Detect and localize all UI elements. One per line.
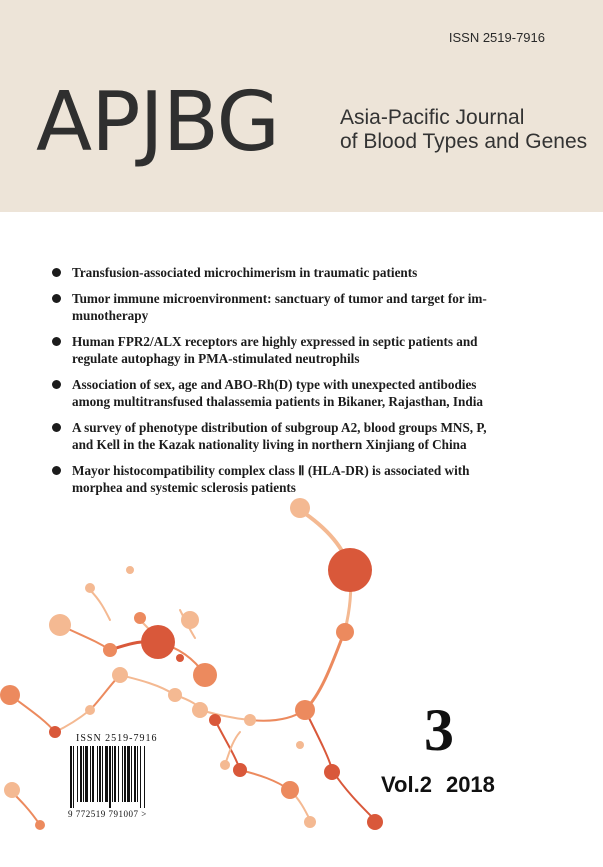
volume-label: Vol.2	[381, 772, 432, 797]
table-of-contents	[48, 264, 558, 505]
toc-item-line: morphea and systemic sclerosis patients	[72, 480, 296, 495]
journal-logo: APJBG	[36, 75, 280, 170]
toc-item-line: regulate autophagy in PMA-stimulated neutrophils	[72, 351, 360, 366]
toc-item	[48, 290, 558, 324]
journal-name-line-1: Asia-Pacific Journal	[340, 106, 525, 129]
volume-year	[381, 772, 509, 798]
journal-name-line-2: of Blood Types and Genes	[340, 130, 588, 153]
toc-item	[48, 264, 558, 281]
bullet-icon	[52, 380, 61, 389]
toc-item-line: Human FPR2/ALX receptors are highly expressed in septic patients and	[72, 334, 478, 349]
toc-item-line: Tumor immune microenvironment: sanctuary of tumor and target for im-	[72, 291, 487, 306]
issn-label: ISSN 2519-7916	[448, 30, 545, 45]
barcode-issn-label: ISSN 2519-7916	[76, 733, 158, 744]
bullet-icon	[52, 423, 61, 432]
year-label: 2018	[445, 772, 495, 797]
toc-item-line: among multitransfused thalassemia patients in Bikaner, Rajasthan, India	[72, 394, 483, 409]
toc-item-line: Mayor histocompatibility complex class Ⅱ (HLA-DR) is associated with	[72, 463, 470, 478]
journal-full-name	[340, 106, 587, 154]
toc-item	[48, 419, 558, 453]
bullet-icon	[52, 268, 61, 277]
issue-number: 3	[424, 697, 454, 763]
toc-item	[48, 333, 558, 367]
barcode-digits: 9 772519 791007 >	[68, 809, 147, 819]
toc-item-line: and Kell in the Kazak nationality living in northern Xinjiang of China	[72, 437, 467, 452]
toc-item	[48, 376, 558, 410]
toc-item-line: Transfusion-associated microchimerism in traumatic patients	[72, 265, 418, 280]
bullet-icon	[52, 294, 61, 303]
toc-item-line: munotherapy	[72, 308, 149, 323]
barcode-bars	[68, 746, 180, 808]
bullet-icon	[52, 337, 61, 346]
barcode	[68, 733, 183, 823]
toc-item-line: A survey of phenotype distribution of subgroup A2, blood groups MNS, P,	[72, 420, 487, 435]
cover-header	[0, 0, 603, 212]
toc-item-line: Association of sex, age and ABO-Rh(D) type with unexpected antibodies	[72, 377, 477, 392]
